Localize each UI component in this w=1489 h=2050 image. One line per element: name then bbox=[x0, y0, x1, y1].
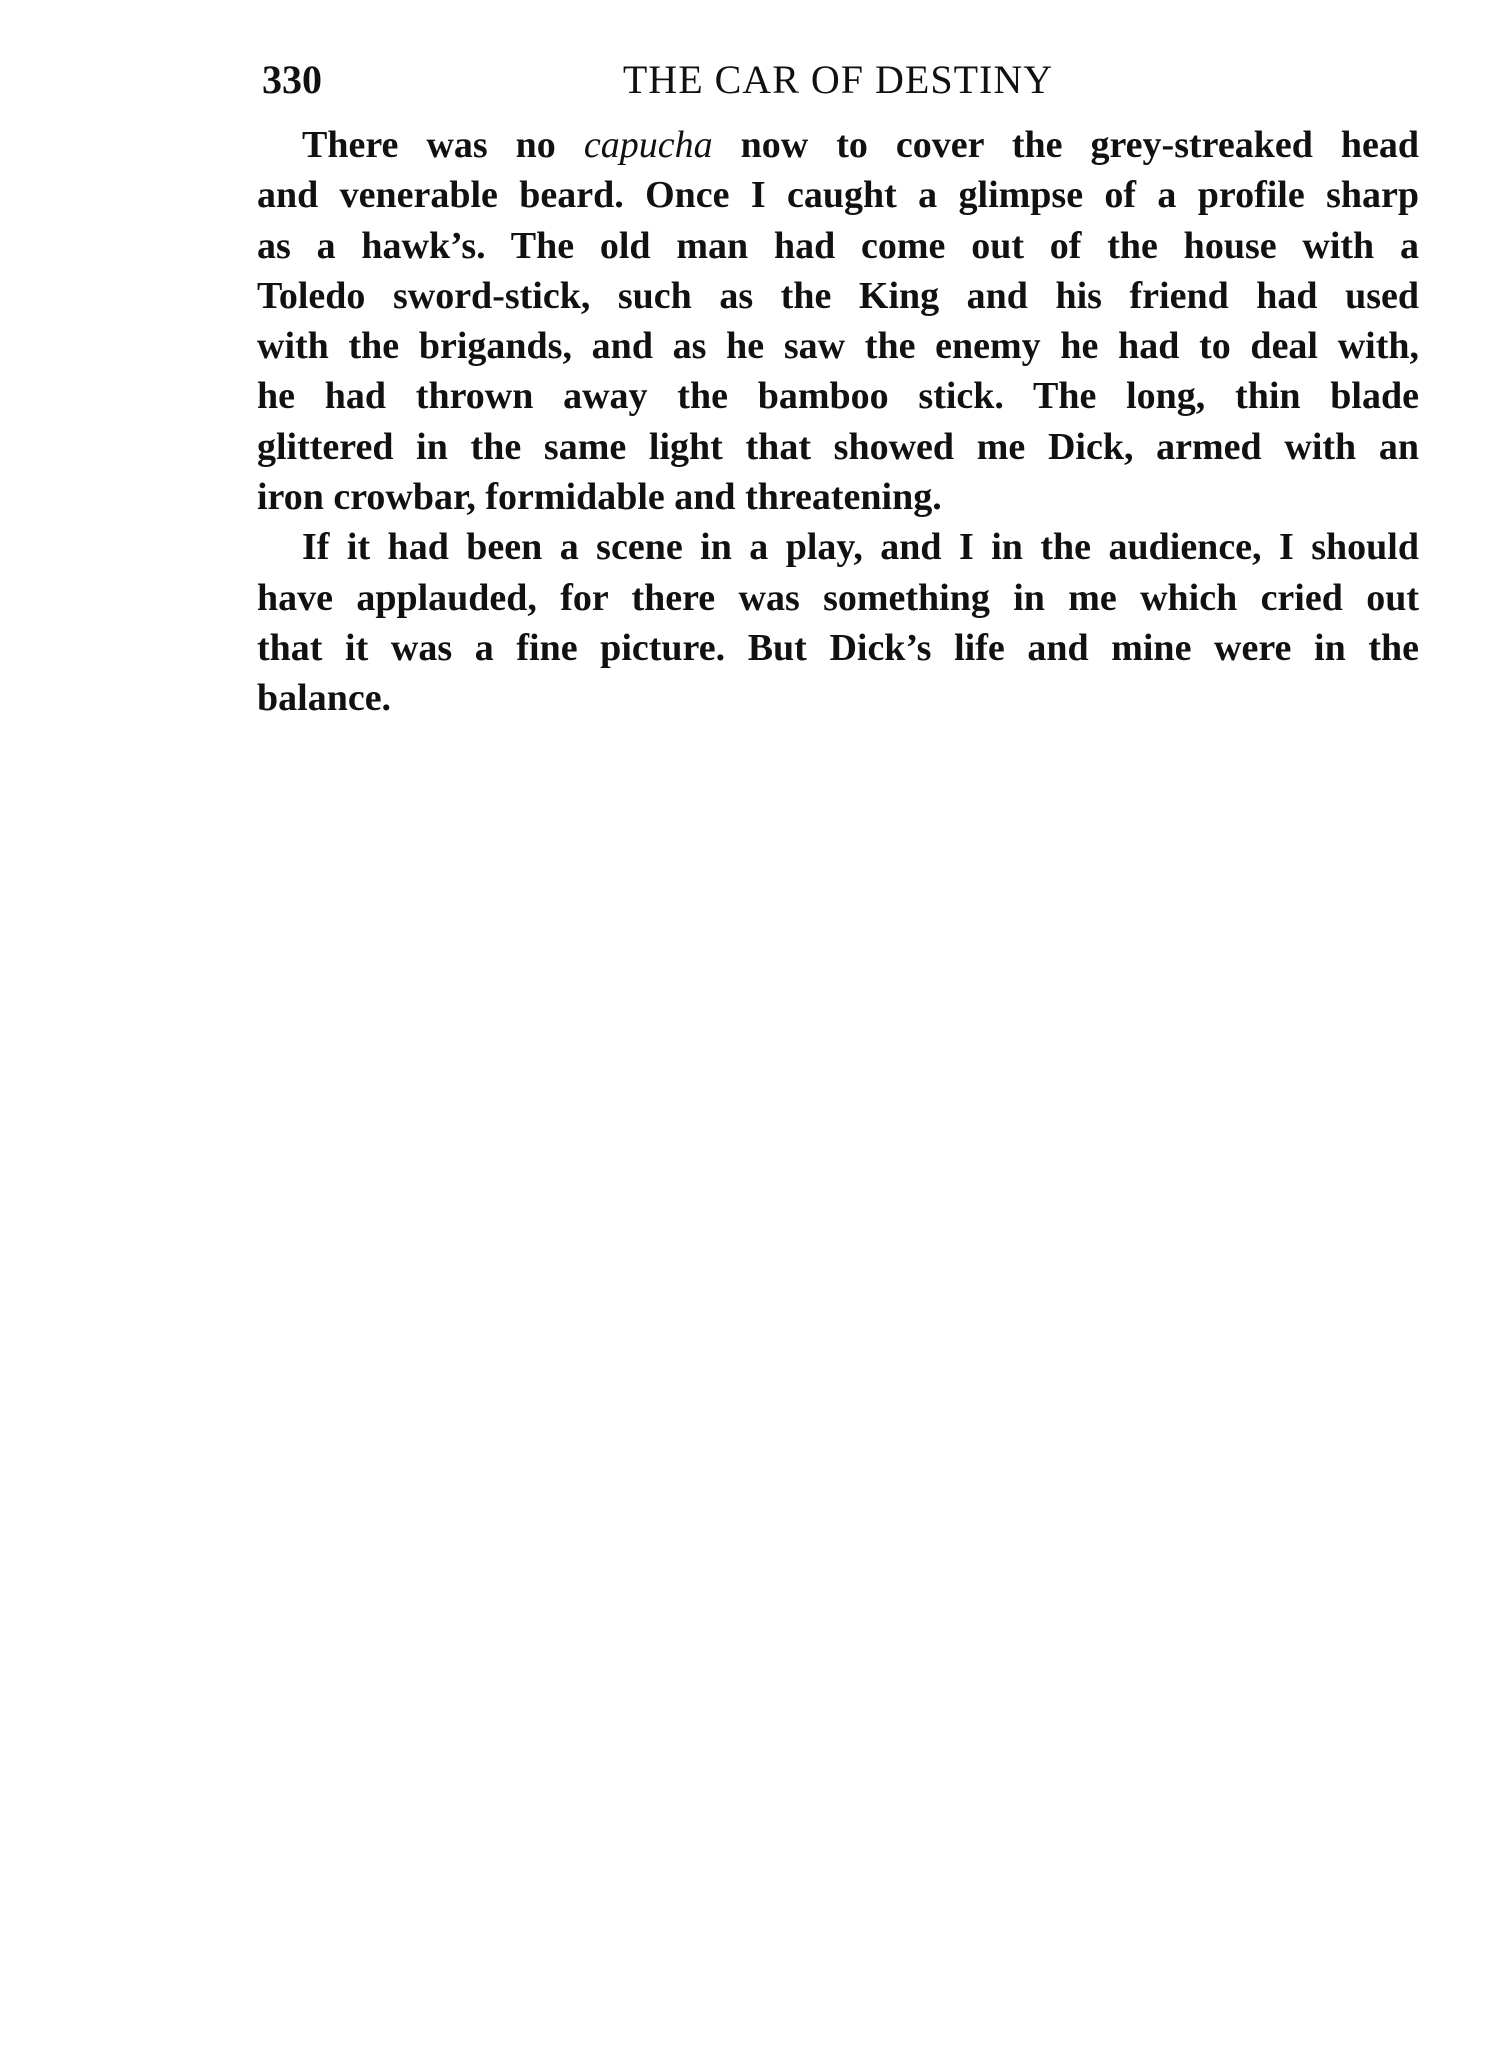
text-line: and venerable beard. Once I caught a glimpse of a profile sharp bbox=[257, 174, 1419, 217]
running-title: THE CAR OF DESTINY bbox=[622, 57, 1054, 102]
text-line: that it was a fine picture. But Dick’s life and mine were in the bbox=[257, 626, 1419, 669]
text-line: glittered in the same light that showed me Dick, armed with an bbox=[257, 425, 1419, 468]
running-head bbox=[262, 52, 1414, 108]
text-segment: There was no bbox=[302, 124, 584, 166]
italic-word: capucha bbox=[583, 124, 713, 166]
text-line: balance. bbox=[257, 677, 392, 720]
text-segment: now to cover the grey-streaked head bbox=[712, 124, 1419, 166]
text-line: as a hawk’s. The old man had come out of the house with a bbox=[257, 224, 1419, 267]
paragraph-2 bbox=[257, 522, 1419, 723]
text-line: If it had been a scene in a play, and I in the audience, I should bbox=[302, 526, 1419, 569]
text-line bbox=[257, 120, 1419, 170]
text-line: iron crowbar, formidable and threatening. bbox=[257, 476, 942, 519]
text-line: have applauded, for there was something in me which cried out bbox=[257, 576, 1419, 619]
text-line: with the brigands, and as he saw the enemy he had to deal with, bbox=[257, 325, 1419, 368]
text-line: Toledo sword-stick, such as the King and his friend had used bbox=[257, 274, 1419, 317]
text-line: he had thrown away the bamboo stick. The long, thin blade bbox=[257, 375, 1419, 418]
page-number: 330 bbox=[262, 57, 322, 102]
paragraph-1 bbox=[257, 120, 1419, 522]
body-text bbox=[257, 120, 1419, 724]
